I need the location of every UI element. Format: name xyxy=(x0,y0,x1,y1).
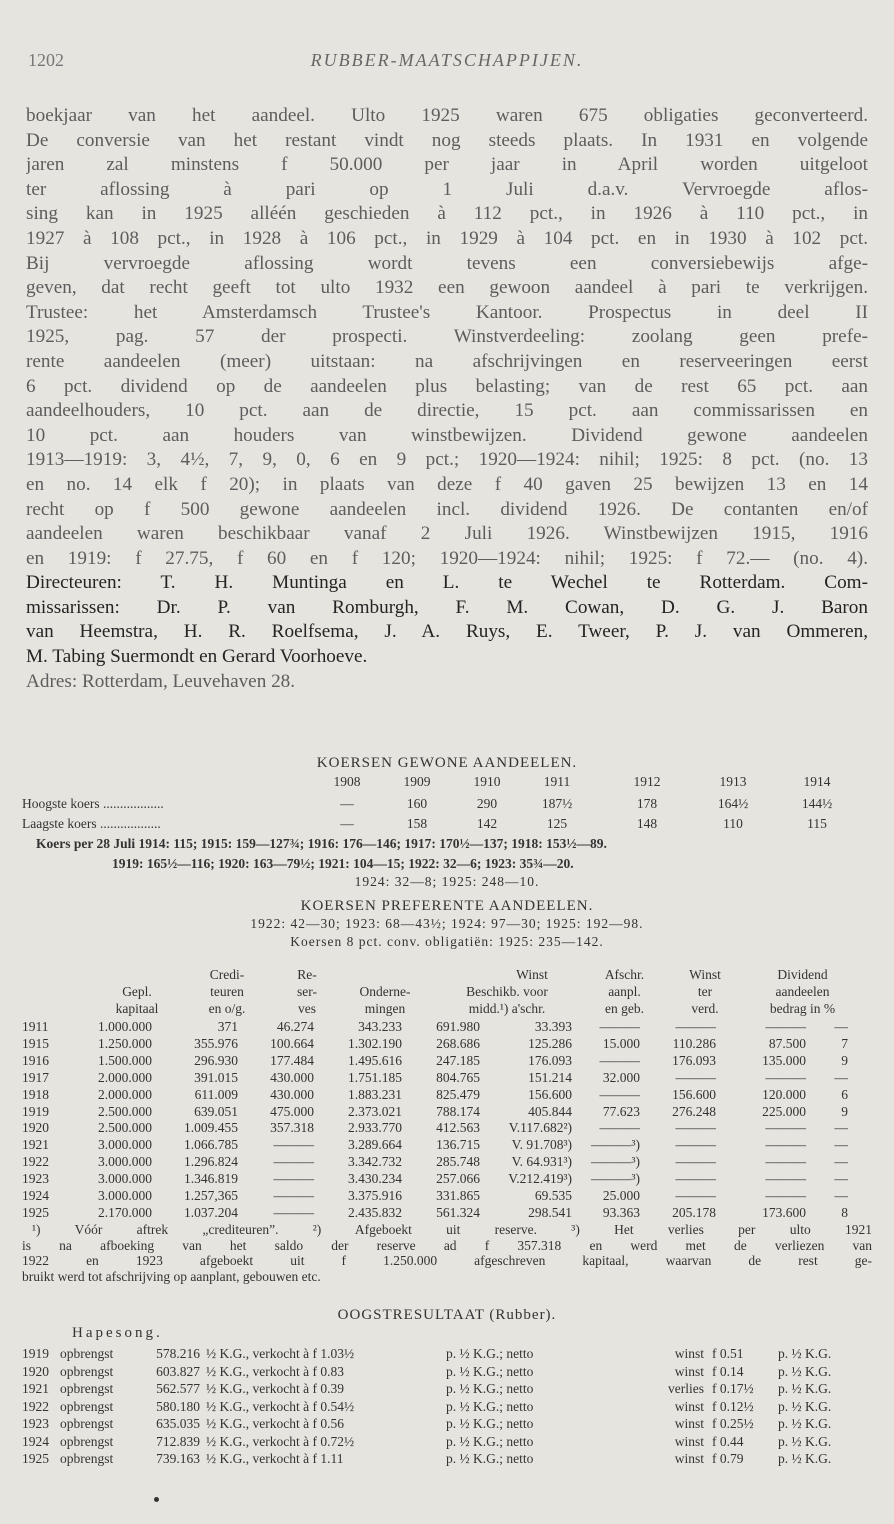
fin-cell: 1.009.455 xyxy=(184,1120,238,1136)
body-line: 10 pct. aan houders van winstbewijzen. Dividend gewone aandeelen xyxy=(26,424,868,446)
fin-cell: ———³) xyxy=(590,1171,640,1187)
koers-value: 158 xyxy=(406,816,428,831)
fin-cell: 2.933.770 xyxy=(348,1120,402,1136)
commissarissen-line-3: M. Tabing Suermondt en Gerard Voorhoeve. xyxy=(26,646,368,668)
koers-value: — xyxy=(340,816,354,831)
koers-value: 164½ xyxy=(717,796,749,811)
fin-cell: 15.000 xyxy=(602,1035,640,1051)
fin-cell: 8 xyxy=(841,1204,848,1220)
oogst-cell: f 0.51 xyxy=(712,1346,744,1361)
fin-cell: — xyxy=(834,1154,848,1170)
oogst-cell: ½ K.G., verkocht à f 1.11 xyxy=(206,1451,344,1466)
fin-cell: ——— xyxy=(273,1188,314,1203)
year-cell: 1912 xyxy=(633,774,661,789)
adres-line: Adres: Rotterdam, Leuvehaven 28. xyxy=(26,670,296,692)
fin-cell: — xyxy=(834,1171,848,1187)
footnote-line: bruikt werd tot afschrijving op aanplant, gebouwen etc. xyxy=(22,1268,321,1284)
fin-cell: 173.600 xyxy=(762,1204,806,1220)
fin-cell: 371 xyxy=(217,1019,238,1034)
fin-cell: — xyxy=(834,1019,848,1034)
year-cell: 1908 xyxy=(333,774,361,789)
fin-cell: 343.233 xyxy=(358,1019,402,1034)
koers-line-2: 1919: 165½—116; 1920: 163—79½; 1921: 104—15; 1922: 32—6; 1923: 35¾—20. xyxy=(112,856,574,871)
fin-cell: ——— xyxy=(599,1120,640,1136)
row-year: 1924 xyxy=(22,1188,49,1203)
row-year: 1922 xyxy=(22,1398,49,1414)
fin-cell: 639.051 xyxy=(194,1103,238,1119)
body-line: geven, dat recht geeft tot ulto 1932 een gewoon aandeel à pari te verkrijgen. xyxy=(26,277,868,299)
commissarissen-line: missarissen: Dr. P. van Romburgh, F. M. Cowan, D. G. J. Baron xyxy=(26,596,868,618)
fin-cell: ——— xyxy=(273,1204,314,1220)
body-line: aandeelen waren beschikbaar vanaf 2 Juli 1926. Winstbewijzen 1915, 1916 xyxy=(26,523,868,545)
row-year: 1916 xyxy=(22,1052,49,1068)
row-year: 1918 xyxy=(22,1086,49,1102)
fin-cell: 412.563 xyxy=(436,1120,480,1136)
oogst-cell: winst xyxy=(674,1346,704,1361)
oogst-cell: verlies xyxy=(668,1381,704,1396)
fin-cell: ——— xyxy=(273,1154,314,1170)
oogst-cell: p. ½ K.G. xyxy=(778,1398,832,1414)
body-line: 1913—1919: 3, 4½, 7, 9, 0, 6 en 9 pct.; 1920—1924: nihil; 1925: 8 pct. (no. 13 xyxy=(26,449,868,471)
col-header: Beschikb. voor xyxy=(466,984,548,999)
oogst-cell: p. ½ K.G. xyxy=(778,1433,832,1449)
oogst-cell: winst xyxy=(674,1416,704,1431)
koers-value: 148 xyxy=(636,816,658,831)
fin-cell: 357.318 xyxy=(270,1120,314,1136)
koers-line-3: 1924: 32—8; 1925: 248—10. xyxy=(354,874,540,889)
fin-cell: 1.751.185 xyxy=(348,1069,402,1085)
row-year: 1915 xyxy=(22,1035,49,1051)
fin-cell: 2.000.000 xyxy=(98,1086,152,1102)
fin-cell: ——— xyxy=(675,1154,716,1170)
year-cell: 1910 xyxy=(473,774,501,789)
oogst-cell: p. ½ K.G.; netto xyxy=(446,1381,534,1396)
fin-cell: 355.976 xyxy=(194,1035,238,1051)
fin-cell: 3.375.916 xyxy=(348,1188,402,1203)
fin-cell: 3.430.234 xyxy=(348,1171,402,1187)
year-cell: 1914 xyxy=(803,774,831,789)
fin-cell: 405.844 xyxy=(528,1103,572,1119)
body-line: 1927 à 108 pct., in 1928 à 106 pct., in 1929 à 104 pct. en in 1930 à 102 pct. xyxy=(26,227,868,249)
col-header: Onderne- xyxy=(359,984,411,999)
koers-value: 160 xyxy=(406,796,428,811)
row-year: 1925 xyxy=(22,1204,49,1220)
oogst-cell: opbrengst xyxy=(60,1381,114,1396)
body-line: jaren zal minstens f 50.000 per jaar in April worden uitgeloot xyxy=(26,154,868,176)
fin-cell: — xyxy=(834,1069,848,1085)
fin-cell: — xyxy=(834,1120,848,1136)
oogst-cell: p. ½ K.G. xyxy=(778,1346,832,1361)
fin-cell: 9 xyxy=(841,1103,848,1119)
koers-value: 142 xyxy=(476,816,498,831)
fin-cell: V. 64.931³) xyxy=(511,1154,572,1170)
fin-cell: 276.248 xyxy=(672,1103,716,1119)
row-year: 1920 xyxy=(22,1120,49,1136)
oogst-cell: opbrengst xyxy=(60,1416,114,1431)
col-header: aandeelen xyxy=(775,984,830,999)
oogst-cell: 603.827 xyxy=(156,1363,200,1379)
koersen-pref-line-1: 1922: 42—30; 1923: 68—43½; 1924: 97—30; 1925: 192—98. xyxy=(250,916,644,931)
col-header: Dividend xyxy=(777,967,828,982)
fin-cell: 177.484 xyxy=(270,1052,314,1068)
col-header: bedrag in % xyxy=(769,1001,836,1016)
row-year: 1921 xyxy=(22,1137,49,1153)
fin-cell: 120.000 xyxy=(762,1086,806,1102)
oogst-subtitle: Hapesong. xyxy=(72,1325,163,1341)
fin-cell: 2.000.000 xyxy=(98,1069,152,1085)
row-year: 1917 xyxy=(22,1069,49,1085)
oogst-cell: opbrengst xyxy=(60,1451,114,1466)
fin-cell: 25.000 xyxy=(602,1188,640,1203)
fin-cell: 32.000 xyxy=(602,1069,640,1085)
fin-cell: 1.000.000 xyxy=(98,1019,152,1034)
row-year: 1923 xyxy=(22,1171,49,1187)
col-header: aanpl. xyxy=(608,984,641,999)
fin-cell: ——— xyxy=(765,1171,806,1187)
col-header: en geb. xyxy=(605,1001,644,1016)
fin-cell: ——— xyxy=(273,1171,314,1187)
row-year: 1924 xyxy=(22,1433,49,1449)
fin-cell: 2.500.000 xyxy=(98,1103,152,1119)
oogst-cell: ½ K.G., verkocht à f 1.03½ xyxy=(206,1346,355,1361)
col-header: Afschr. xyxy=(604,967,645,982)
oogst-cell: opbrengst xyxy=(60,1433,114,1449)
fin-cell: 3.000.000 xyxy=(98,1154,152,1170)
oogst-cell: p. ½ K.G. xyxy=(778,1381,832,1396)
fin-cell: ——— xyxy=(599,1086,640,1102)
commissarissen-line-2: van Heemstra, H. R. Roelfsema, J. A. Ruys, E. Tweer, P. J. van Ommeren, xyxy=(26,621,868,643)
fin-cell: 247.185 xyxy=(436,1052,480,1068)
running-title: RUBBER-MAATSCHAPPIJEN. xyxy=(310,50,584,70)
koers-value: 144½ xyxy=(801,796,833,811)
oogst-cell: p. ½ K.G. xyxy=(778,1363,832,1379)
fin-cell: 110.286 xyxy=(672,1035,716,1051)
row-year: 1919 xyxy=(22,1346,49,1361)
fin-cell: 1.302.190 xyxy=(348,1035,402,1051)
fin-cell: 3.342.732 xyxy=(348,1154,402,1170)
oogst-cell: opbrengst xyxy=(60,1363,114,1379)
oogst-cell: p. ½ K.G. xyxy=(778,1416,832,1431)
col-header: verd. xyxy=(691,1001,719,1016)
oogst-cell: f 0.14 xyxy=(712,1363,744,1379)
col-header: en o/g. xyxy=(208,1001,246,1016)
row-year: 1923 xyxy=(22,1416,49,1431)
body-line: sing kan in 1925 alléén geschieden à 112 pct., in 1926 à 110 pct., in xyxy=(26,203,868,225)
row-label: Laagste koers .................. xyxy=(22,816,161,831)
fin-cell: 331.865 xyxy=(436,1188,480,1203)
body-line: rente aandeelen (meer) uitstaan: na afschrijvingen en reserveeringen eerst xyxy=(26,350,868,372)
fin-cell: 2.500.000 xyxy=(98,1120,152,1136)
body-line: De conversie van het restant vindt nog steeds plaats. In 1931 en volgende xyxy=(26,129,868,151)
fin-cell: ——— xyxy=(765,1188,806,1203)
directeuren-line: Directeuren: T. H. Muntinga en L. te Wechel te Rotterdam. Com- xyxy=(26,572,868,594)
fin-cell: 1.296.824 xyxy=(184,1154,238,1170)
fin-cell: 69.535 xyxy=(534,1188,572,1203)
fin-cell: 46.274 xyxy=(276,1019,314,1034)
row-year: 1922 xyxy=(22,1154,49,1170)
koers-value: 110 xyxy=(723,816,743,831)
oogst-cell: winst xyxy=(674,1451,704,1466)
fin-cell: ——— xyxy=(675,1120,716,1136)
fin-cell: ——— xyxy=(765,1154,806,1170)
body-line: ter aflossing à pari op 1 Juli d.a.v. Vervroegde aflos- xyxy=(26,178,868,200)
oogst-cell: 580.180 xyxy=(156,1398,200,1414)
oogst-cell: 712.839 xyxy=(156,1433,200,1449)
col-header: ser- xyxy=(297,984,317,999)
body-line: Trustee: het Amsterdamsch Trustee's Kantoor. Prospectus in deel II xyxy=(26,301,868,323)
oogst-cell: opbrengst xyxy=(60,1346,114,1361)
fin-cell: ——— xyxy=(675,1019,716,1034)
oogst-cell: 578.216 xyxy=(156,1346,200,1361)
fin-cell: 3.000.000 xyxy=(98,1188,152,1203)
oogst-cell: p. ½ K.G.; netto xyxy=(446,1398,534,1414)
koers-value: 187½ xyxy=(541,796,573,811)
fin-cell: 430.000 xyxy=(270,1069,314,1085)
oogst-cell: p. ½ K.G. xyxy=(778,1451,832,1466)
fin-cell: 2.373.021 xyxy=(348,1103,402,1119)
body-line: 1925, pag. 57 der prospecti. Winstverdeeling: zoolang geen prefe- xyxy=(26,326,868,348)
body-line: boekjaar van het aandeel. Ulto 1925 waren 675 obligaties geconverteerd. xyxy=(26,105,868,126)
col-header: Winst xyxy=(516,967,548,982)
footnote-line: 1922 en 1923 afgeboekt uit f 1.250.000 afgeschreven kapitaal, waarvan de rest ge- xyxy=(22,1253,872,1268)
oogst-cell: winst xyxy=(674,1363,704,1379)
oogst-title: OOGSTRESULTAAT (Rubber). xyxy=(337,1307,557,1323)
fin-cell: 87.500 xyxy=(768,1035,806,1051)
oogst-cell: ½ K.G., verkocht à f 0.54½ xyxy=(206,1398,355,1414)
fin-cell: V.212.419³) xyxy=(508,1171,572,1187)
oogst-cell: f 0.25½ xyxy=(712,1416,754,1431)
fin-cell: 156.600 xyxy=(528,1086,572,1102)
fin-cell: 1.257,365 xyxy=(184,1188,238,1203)
year-cell: 1911 xyxy=(543,774,571,789)
fin-cell: 561.324 xyxy=(436,1204,480,1220)
fin-cell: ———³) xyxy=(590,1154,640,1170)
footnote-line: ¹) Vóór aftrek „crediteuren”. ²) Afgeboekt uit reserve. ³) Het verlies per ulto 1921 xyxy=(32,1222,872,1237)
oogst-cell: ½ K.G., verkocht à f 0.56 xyxy=(206,1416,344,1431)
row-year: 1911 xyxy=(22,1019,49,1034)
fin-cell: ——— xyxy=(765,1137,806,1153)
oogst-cell: p. ½ K.G.; netto xyxy=(446,1363,534,1379)
koers-value: 290 xyxy=(476,796,498,811)
fin-footnotes xyxy=(22,1222,872,1284)
row-label: Hoogste koers .................. xyxy=(22,796,164,811)
fin-cell: 1.495.616 xyxy=(348,1052,402,1068)
fin-cell: ——— xyxy=(765,1120,806,1136)
col-header: Re- xyxy=(297,967,317,982)
row-year: 1919 xyxy=(22,1103,49,1119)
fin-cell: 1.250.000 xyxy=(98,1035,152,1051)
fin-cell: 151.214 xyxy=(528,1069,572,1085)
col-header: kapitaal xyxy=(115,1001,159,1016)
fin-cell: ——— xyxy=(675,1137,716,1153)
fin-cell: ——— xyxy=(765,1069,806,1085)
col-header: ter xyxy=(697,984,713,999)
fin-cell: 3.289.664 xyxy=(348,1137,402,1153)
col-header: midd.¹) a'schr. xyxy=(468,1001,546,1016)
fin-cell: 1.037.204 xyxy=(184,1204,238,1220)
fin-cell: 1.066.785 xyxy=(184,1137,238,1153)
oogst-cell: p. ½ K.G.; netto xyxy=(446,1416,534,1431)
fin-cell: ——— xyxy=(273,1137,314,1153)
fin-cell: V.117.682²) xyxy=(508,1120,572,1136)
fin-cell: 611.009 xyxy=(194,1086,238,1102)
fin-cell: 136.715 xyxy=(436,1137,480,1153)
fin-cell: 285.748 xyxy=(436,1154,480,1170)
koers-value: — xyxy=(340,796,354,811)
fin-cell: 2.170.000 xyxy=(98,1204,152,1220)
fin-cell: 1.500.000 xyxy=(98,1052,152,1068)
fin-cell: 93.363 xyxy=(602,1204,640,1220)
fin-cell: ——— xyxy=(675,1069,716,1085)
col-header: Credi- xyxy=(209,967,245,982)
body-line: Bij vervroegde aflossing wordt tevens een conversiebewijs afge- xyxy=(26,252,868,274)
body-line: 6 pct. dividend op de aandeelen plus belasting; van de rest 65 pct. aan xyxy=(26,375,868,397)
fin-cell: ——— xyxy=(599,1052,640,1068)
fin-cell: 1.883.231 xyxy=(348,1086,402,1102)
oogst-cell: opbrengst xyxy=(60,1398,114,1414)
fin-cell: ——— xyxy=(599,1019,640,1034)
oogst-cell: 635.035 xyxy=(156,1416,200,1431)
fin-cell: 7 xyxy=(841,1035,848,1051)
fin-cell: 788.174 xyxy=(436,1103,480,1119)
fin-cell: 6 xyxy=(841,1086,848,1102)
fin-cell: ——— xyxy=(675,1188,716,1203)
fin-cell: 257.066 xyxy=(436,1171,480,1187)
footnote-line: is na afboeking van het saldo der reserve ad f 357.318 en werd met de verliezen van xyxy=(22,1237,872,1253)
body-text xyxy=(26,104,868,694)
oogst-cell: f 0.12½ xyxy=(712,1398,754,1414)
fin-cell: 391.015 xyxy=(194,1069,238,1085)
body-line: en no. 14 elk f 20); in plaats van deze f 40 gaven 25 bewijzen 13 en 14 xyxy=(26,473,868,495)
fin-cell: 225.000 xyxy=(762,1103,806,1119)
fin-cell: 33.393 xyxy=(534,1019,572,1034)
bullet-mark xyxy=(154,1497,159,1502)
row-year: 1925 xyxy=(22,1451,49,1466)
oogst-cell: winst xyxy=(674,1398,704,1414)
oogst-cell: f 0.44 xyxy=(712,1433,744,1449)
fin-cell: 176.093 xyxy=(528,1052,572,1068)
row-year: 1920 xyxy=(22,1363,49,1379)
oogst-cell: ½ K.G., verkocht à f 0.72½ xyxy=(206,1433,355,1449)
oogst-cell: f 0.79 xyxy=(712,1451,744,1466)
year-cell: 1909 xyxy=(403,774,431,789)
fin-cell: — xyxy=(834,1188,848,1203)
running-header xyxy=(28,50,866,80)
col-header: ves xyxy=(298,1001,316,1016)
fin-cell: ——— xyxy=(675,1171,716,1187)
fin-cell: 298.541 xyxy=(528,1204,572,1220)
page-number: 1202 xyxy=(28,50,64,70)
fin-cell: 3.000.000 xyxy=(98,1171,152,1187)
fin-cell: 125.286 xyxy=(528,1035,572,1051)
fin-cell: ——— xyxy=(765,1019,806,1034)
oogst-cell: winst xyxy=(674,1433,704,1449)
body-line: recht op f 500 gewone aandeelen incl. dividend 1926. De contanten en/of xyxy=(26,498,868,520)
oogst-cell: ½ K.G., verkocht à f 0.39 xyxy=(206,1381,344,1396)
fin-cell: 691.980 xyxy=(436,1019,480,1034)
fin-cell: ———³) xyxy=(590,1137,640,1153)
fin-cell: 205.178 xyxy=(672,1204,716,1220)
oogst-cell: p. ½ K.G.; netto xyxy=(446,1433,534,1449)
fin-cell: V. 91.708³) xyxy=(511,1137,572,1153)
fin-cell: 156.600 xyxy=(672,1086,716,1102)
koersen-pref-title: KOERSEN PREFERENTE AANDEELEN. xyxy=(300,898,594,914)
koers-value: 178 xyxy=(636,796,658,811)
oogst-cell: ½ K.G., verkocht à f 0.83 xyxy=(206,1363,344,1379)
body-line: en 1919: f 27.75, f 60 en f 120; 1920—1924: nihil; 1925: f 72.— (no. 4). xyxy=(26,547,868,569)
fin-cell: 100.664 xyxy=(270,1035,314,1051)
koers-line-1: Koers per 28 Juli 1914: 115; 1915: 159—127¾; 1916: 176—146; 1917: 170½—137; 1918: 153½—89. xyxy=(36,836,607,851)
col-header: teuren xyxy=(210,984,244,999)
fin-cell: 3.000.000 xyxy=(98,1137,152,1153)
oogst-cell: p. ½ K.G.; netto xyxy=(446,1451,534,1466)
koersen-gewone-title: KOERSEN GEWONE AANDEELEN. xyxy=(316,755,578,771)
fin-cell: 1.346.819 xyxy=(184,1171,238,1187)
fin-cell: 268.686 xyxy=(436,1035,480,1051)
col-header: Winst xyxy=(689,967,721,982)
fin-cell: 296.930 xyxy=(194,1052,238,1068)
koers-value: 125 xyxy=(546,816,568,831)
fin-cell: 430.000 xyxy=(270,1086,314,1102)
fin-cell: — xyxy=(834,1137,848,1153)
oogst-cell: 562.577 xyxy=(156,1381,200,1396)
col-header: mingen xyxy=(364,1001,406,1016)
fin-cell: 135.000 xyxy=(762,1052,806,1068)
fin-cell: 77.623 xyxy=(602,1103,640,1119)
year-cell: 1913 xyxy=(719,774,747,789)
oogst-cell: p. ½ K.G.; netto xyxy=(446,1346,534,1361)
oogst-cell: f 0.17½ xyxy=(712,1381,754,1396)
fin-cell: 9 xyxy=(841,1052,848,1068)
fin-cell: 804.765 xyxy=(436,1069,480,1085)
koers-value: 115 xyxy=(807,816,827,831)
koersen-pref-line-2: Koersen 8 pct. conv. obligatiën: 1925: 235—142. xyxy=(290,934,604,949)
fin-cell: 475.000 xyxy=(270,1103,314,1119)
body-line: aandeelhouders, 10 pct. aan de directie, 15 pct. aan commissarissen en xyxy=(26,400,868,422)
oogst-cell: 739.163 xyxy=(156,1451,200,1466)
fin-cell: 176.093 xyxy=(672,1052,716,1068)
fin-cell: 825.479 xyxy=(436,1086,480,1102)
fin-cell: 2.435.832 xyxy=(348,1204,402,1220)
row-year: 1921 xyxy=(22,1381,49,1396)
col-header: Gepl. xyxy=(122,984,152,999)
